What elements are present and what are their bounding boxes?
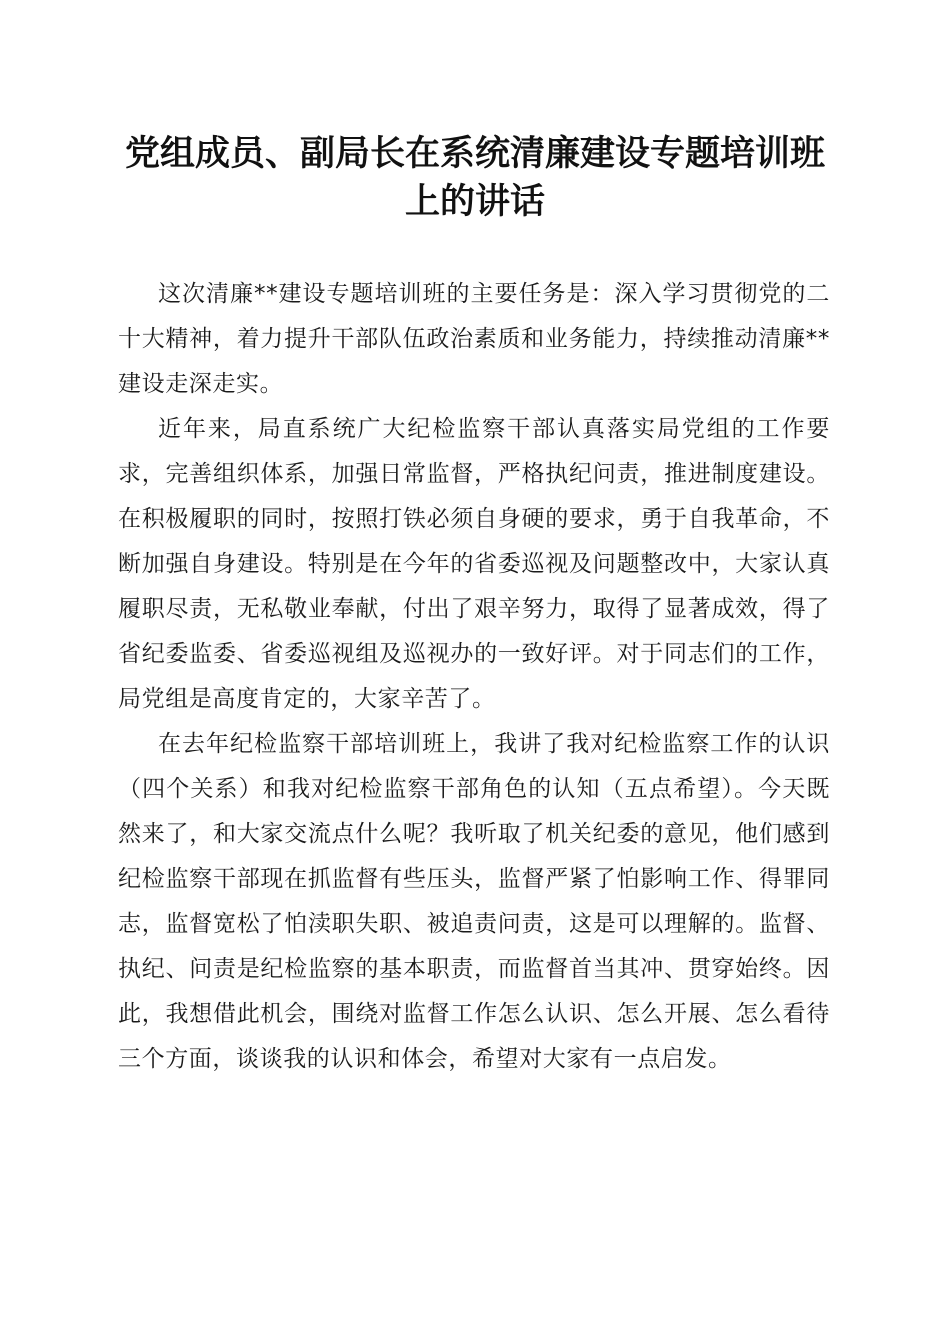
- paragraph: 近年来，局直系统广大纪检监察干部认真落实局党组的工作要求，完善组织体系，加强日常监督，严格执纪问责，推进制度建设。在积极履职的同时，按照打铁必须自身硬的要求，勇于自我革命，不断加强自身建设。特别是在今年的省委巡视及问题整改中，大家认真履职尽责，无私敬业奉献，付出了艰辛努力，取得了显著成效，得了省纪委监委、省委巡视组及巡视办的一致好评。对于同志们的工作，局党组是高度肯定的，大家辛苦了。: [118, 416, 830, 712]
- document-title: 党组成员、副局长在系统清廉建设专题培训班上的讲话: [124, 133, 825, 222]
- paragraph: 这次清廉**建设专题培训班的主要任务是：深入学习贯彻党的二十大精神，着力提升干部队伍政治素质和业务能力，持续推动清廉**建设走深走实。: [118, 281, 830, 397]
- document-body: [118, 272, 830, 1082]
- paragraph: 在去年纪检监察干部培训班上，我讲了我对纪检监察工作的认识（四个关系）和我对纪检监察干部角色的认知（五点希望）。今天既然来了，和大家交流点什么呢？我听取了机关纪委的意见，他们感到纪检监察干部现在抓监督有些压头，监督严紧了怕影响工作、得罪同志，监督宽松了怕渎职失职、被追责问责，这是可以理解的。监督、执纪、问责是纪检监察的基本职责，而监督首当其冲、贯穿始终。因此，我想借此机会，围绕对监督工作怎么认识、怎么开展、怎么看待三个方面，谈谈我的认识和体会，希望对大家有一点启发。: [118, 731, 830, 1072]
